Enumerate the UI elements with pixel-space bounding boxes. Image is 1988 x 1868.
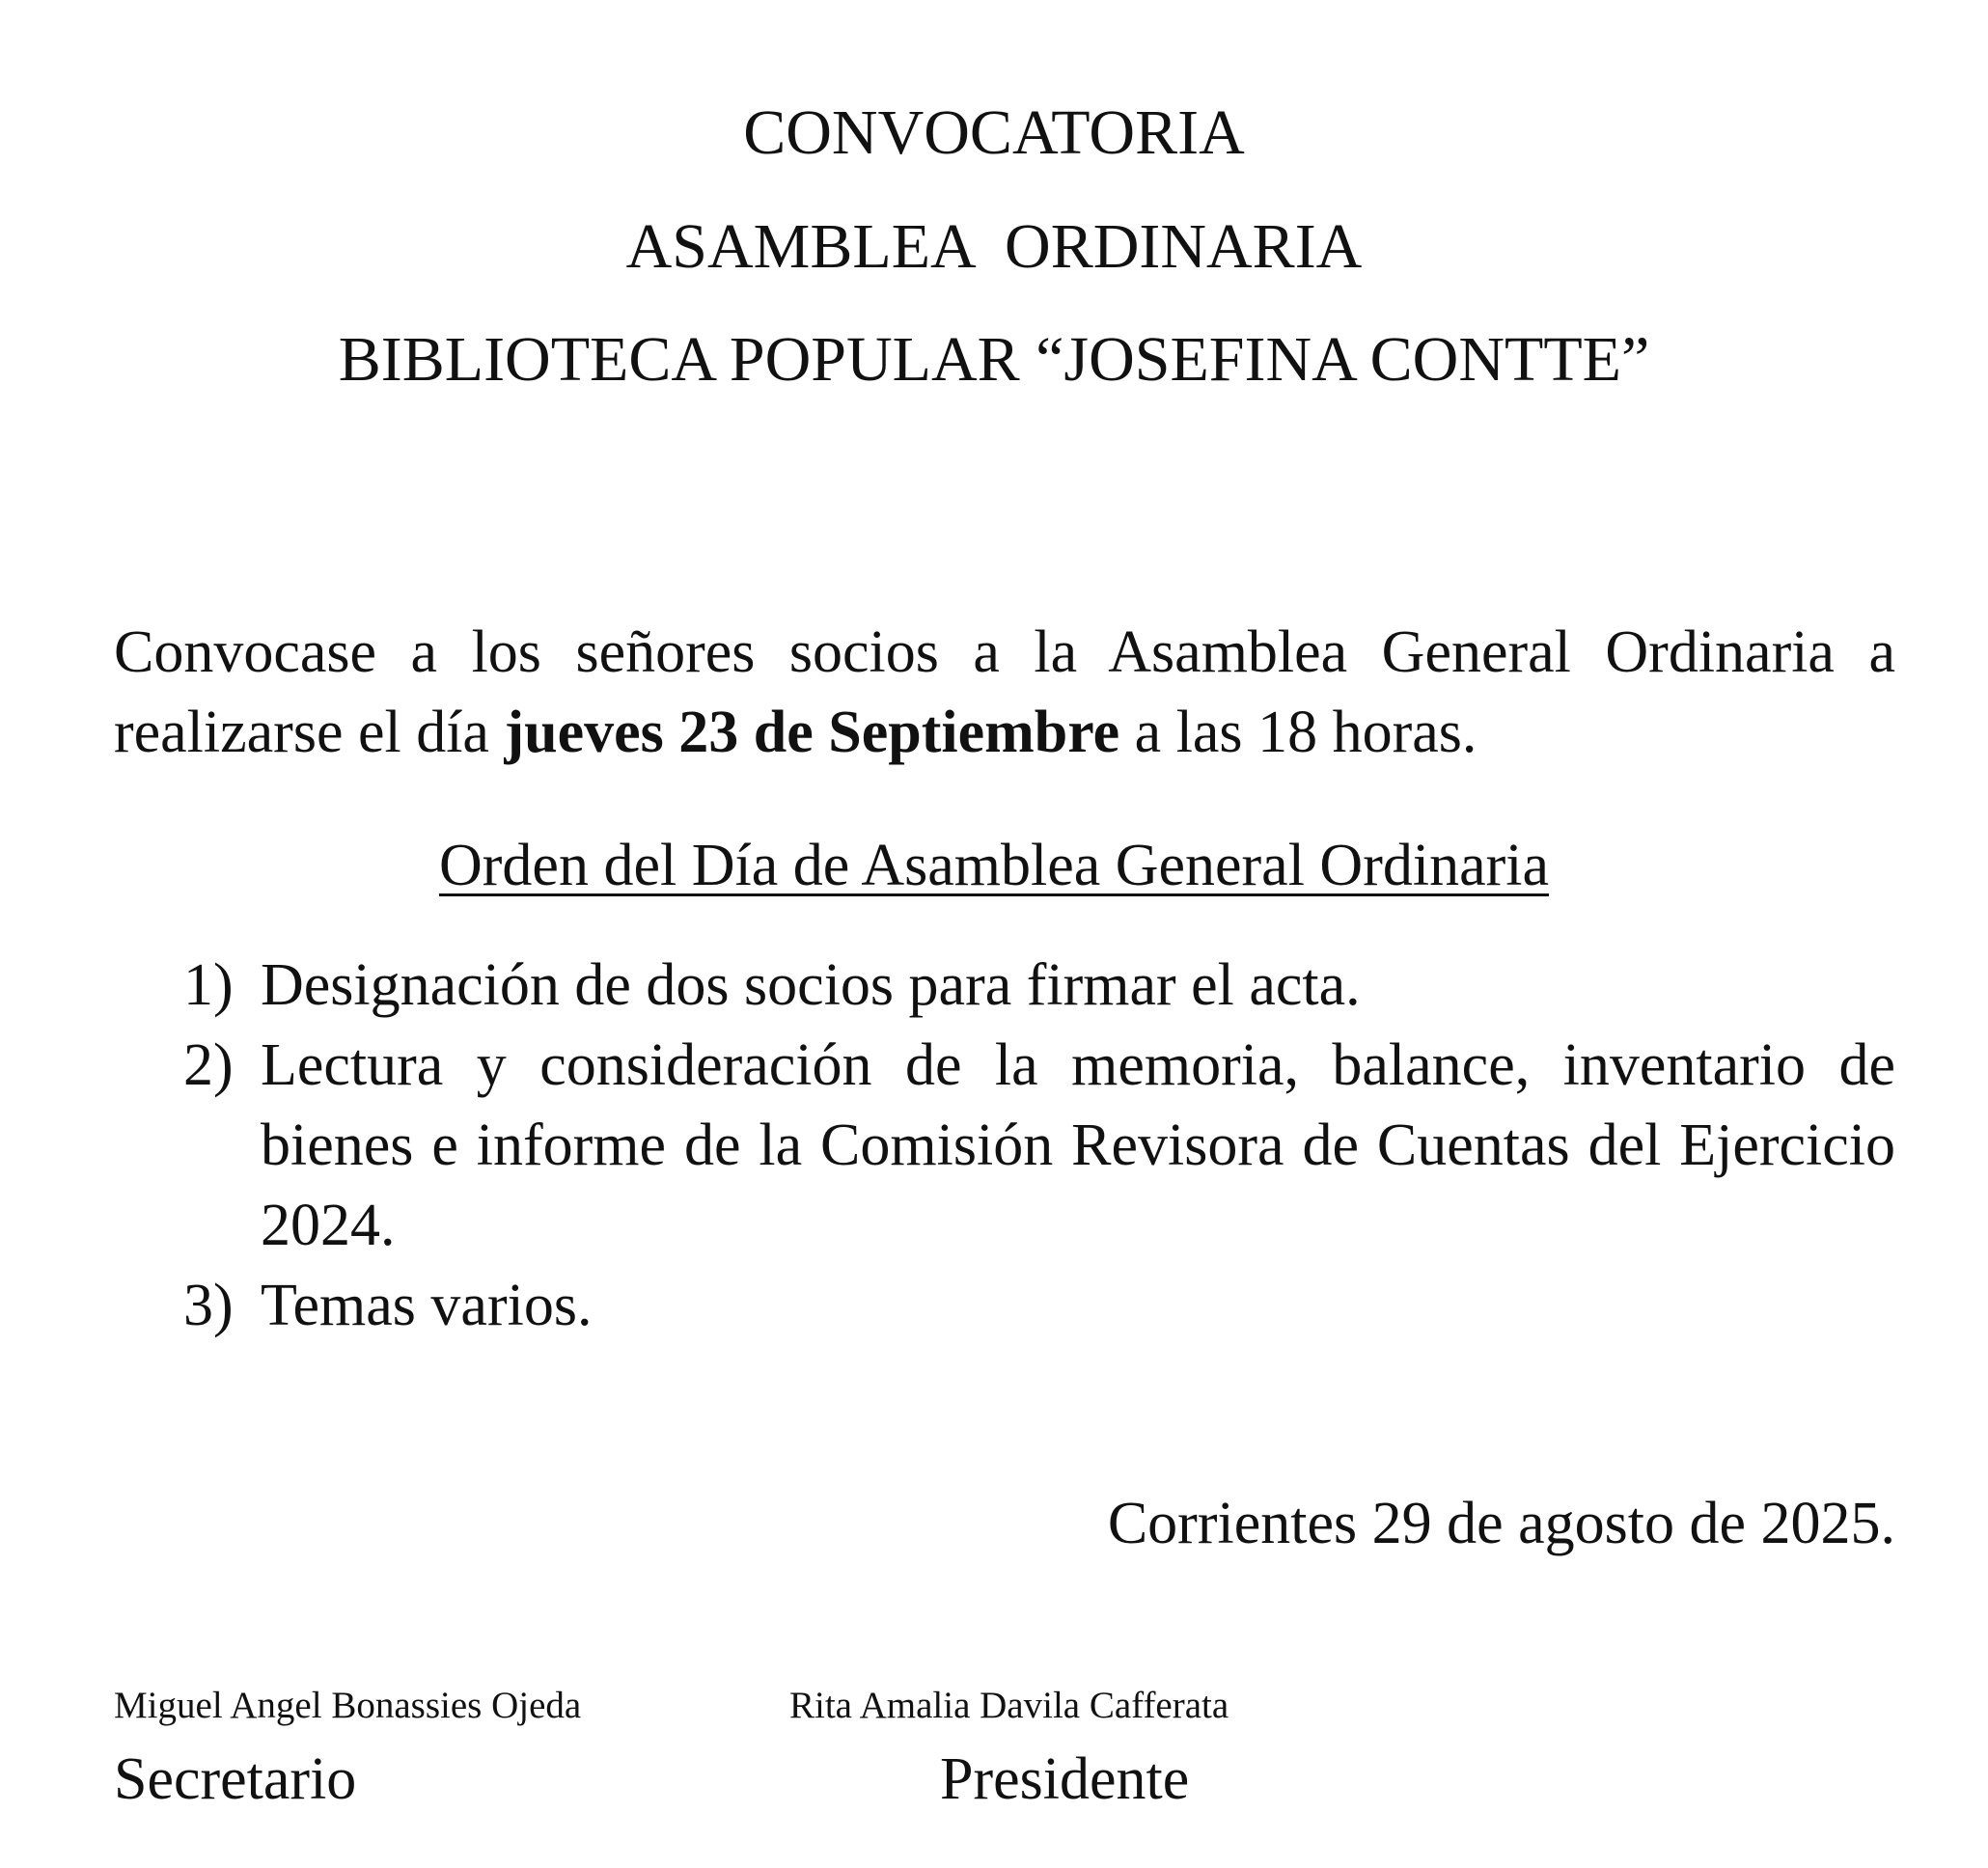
- agenda-item-text: Lectura y consideración de la memoria, balance, inventario de bienes e informe de la Comisión Revisora de Cuentas del Ejercicio 2024.: [261, 1032, 1895, 1258]
- agenda-title: [0, 833, 1988, 898]
- agenda-item-number: 1): [183, 952, 234, 1018]
- signatory-role: Secretario: [114, 1746, 357, 1812]
- agenda-item-number: 2): [183, 1032, 234, 1098]
- place-and-date: Corrientes 29 de agosto de 2025.: [1107, 1491, 1895, 1556]
- intro-text-before: Convocase a los señores socios a la Asamblea General Ordinaria a realizarse el día: [114, 619, 1895, 765]
- signature-secretario: [114, 1685, 582, 1812]
- signatory-name: Rita Amalia Davila Cafferata: [789, 1685, 1229, 1726]
- signatory-role: Presidente: [940, 1746, 1190, 1812]
- agenda-title-text: Orden del Día de Asamblea General Ordinaria: [439, 833, 1549, 898]
- heading-biblioteca-name: BIBLIOTECA POPULAR “JOSEFINA CONTTE”: [338, 324, 1650, 395]
- agenda-item-text: Designación de dos socios para firmar el acta.: [261, 952, 1361, 1018]
- agenda-item-text: Temas varios.: [261, 1273, 593, 1338]
- intro-paragraph: [114, 613, 1895, 773]
- agenda-item: [183, 1026, 1895, 1266]
- intro-text-after: a las 18 horas.: [1119, 700, 1477, 765]
- heading-convocatoria: CONVOCATORIA: [743, 97, 1245, 168]
- agenda-item: [183, 946, 1895, 1026]
- agenda-list: [183, 946, 1895, 1346]
- intro-date-bold: jueves 23 de Septiembre: [504, 700, 1120, 765]
- signatory-name: Miguel Angel Bonassies Ojeda: [114, 1685, 582, 1726]
- heading-asamblea-ordinaria: ASAMBLEA ORDINARIA: [625, 211, 1363, 282]
- signature-presidente: [789, 1685, 1229, 1812]
- agenda-item: [183, 1266, 1895, 1346]
- agenda-item-number: 3): [183, 1273, 234, 1338]
